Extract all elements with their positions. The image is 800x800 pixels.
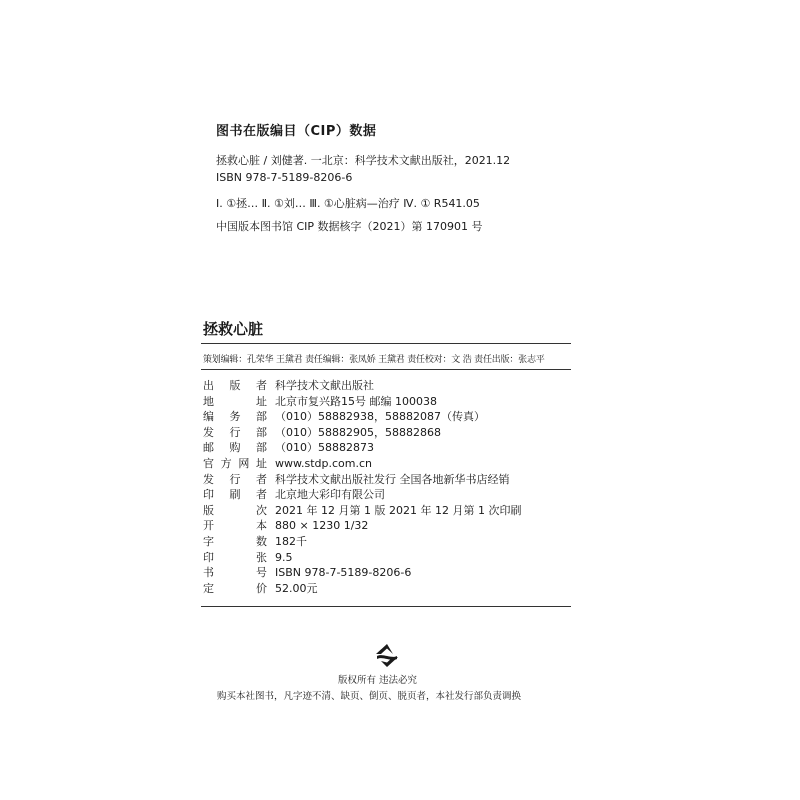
copyright-notice: 版权所有 违法必究 <box>338 675 418 686</box>
info-label-char: 字 <box>203 534 214 548</box>
divider-top <box>201 343 571 344</box>
info-label-char: 发 <box>203 425 214 439</box>
info-row <box>203 550 521 566</box>
info-row <box>203 440 521 456</box>
info-label-char: 者 <box>256 472 267 486</box>
info-label-char: 发 <box>203 472 214 486</box>
info-row <box>203 409 521 425</box>
info-row <box>203 503 521 519</box>
info-label-char: 者 <box>256 379 267 392</box>
info-row <box>203 425 521 441</box>
info-row <box>203 394 521 410</box>
publication-info <box>203 378 521 596</box>
info-label <box>203 518 267 534</box>
editors-line: 策划编辑：孔荣华 王黛君 责任编辑：张凤娇 王黛君 责任校对：文 浩 责任出版：张志平 <box>203 355 545 365</box>
cip-classification: Ⅰ. ①拯… Ⅱ. ①刘… Ⅲ. ①心脏病—治疗 Ⅳ. ① R541.05 <box>216 197 480 210</box>
book-title: 拯救心脏 <box>203 320 264 338</box>
info-label <box>203 534 267 550</box>
info-row <box>203 472 521 488</box>
replacement-notice: 购买本社图书，凡字迹不清、缺页、倒页、脱页者，本社发行部负责调换 <box>217 691 522 702</box>
info-row <box>203 581 521 597</box>
info-value: 科学技术文献出版社发行 全国各地新华书店经销 <box>275 472 510 486</box>
info-label-char: 址 <box>256 394 267 408</box>
info-value: 北京地大彩印有限公司 <box>275 488 385 502</box>
info-row <box>203 456 521 472</box>
info-label <box>203 487 267 503</box>
info-label-char: 址 <box>255 456 267 470</box>
cip-isbn: ISBN 978-7-5189-8206-6 <box>216 171 353 184</box>
info-label-char: 出 <box>203 379 214 392</box>
info-label <box>203 503 267 519</box>
info-row <box>203 487 521 503</box>
info-value: 52.00元 <box>275 581 318 595</box>
info-value: 科学技术文献出版社 <box>275 379 374 392</box>
info-value: ISBN 978-7-5189-8206-6 <box>275 566 412 580</box>
info-label-char: 地 <box>203 394 214 408</box>
info-label-char: 购 <box>229 441 241 455</box>
info-value: 2021 年 12 月第 1 版 2021 年 12 月第 1 次印刷 <box>275 503 522 517</box>
info-label-char: 版 <box>229 379 241 392</box>
info-value: （010）58882938，58882087（传真） <box>275 410 485 424</box>
info-value: 北京市复兴路15号 邮编 100038 <box>275 394 437 408</box>
info-label <box>203 440 267 456</box>
publisher-logo-icon <box>373 643 401 669</box>
info-label <box>203 565 267 581</box>
info-row <box>203 378 521 394</box>
info-label-char: 官 <box>203 456 214 470</box>
cip-bibliographic-line: 拯救心脏 / 刘健著. 一北京：科学技术文献出版社，2021.12 <box>216 154 511 167</box>
info-label-char: 部 <box>256 425 267 439</box>
divider-middle <box>201 369 571 370</box>
info-value: 880 × 1230 1/32 <box>275 519 369 533</box>
divider-bottom <box>201 606 571 607</box>
info-label-char: 定 <box>203 581 214 595</box>
info-label <box>203 456 267 472</box>
info-label-char: 书 <box>203 566 214 580</box>
info-label-char: 印 <box>203 550 214 564</box>
cip-title: 图书在版编目（CIP）数据 <box>216 124 377 139</box>
info-label-char: 本 <box>256 519 267 533</box>
info-label <box>203 394 267 410</box>
info-row <box>203 518 521 534</box>
info-label-char: 价 <box>256 581 267 595</box>
info-label-char: 编 <box>203 410 214 424</box>
info-row <box>203 534 521 550</box>
info-value: （010）58882873 <box>275 441 374 455</box>
info-label-char: 版 <box>203 503 214 517</box>
info-label <box>203 550 267 566</box>
info-label-char: 张 <box>256 550 267 564</box>
info-label-char: 刷 <box>229 488 241 502</box>
info-row <box>203 565 521 581</box>
info-value: 182千 <box>275 534 307 548</box>
cip-record-number: 中国版本图书馆 CIP 数据核字（2021）第 170901 号 <box>216 220 483 233</box>
info-value: 9.5 <box>275 550 293 564</box>
info-label-char: 方 <box>220 456 232 470</box>
info-label-char: 部 <box>256 441 267 455</box>
info-label-char: 网 <box>238 456 250 470</box>
info-label-char: 行 <box>229 472 241 486</box>
info-label-char: 邮 <box>203 441 214 455</box>
info-label <box>203 425 267 441</box>
info-label <box>203 409 267 425</box>
info-label-char: 次 <box>256 503 267 517</box>
info-label <box>203 378 267 394</box>
info-label-char: 数 <box>256 534 267 548</box>
info-label-char: 开 <box>203 519 214 533</box>
info-label-char: 印 <box>203 488 214 502</box>
info-label-char: 务 <box>229 410 241 424</box>
info-label <box>203 472 267 488</box>
info-label-char: 部 <box>256 410 267 424</box>
info-label-char: 号 <box>256 566 267 580</box>
info-value: （010）58882905，58882868 <box>275 425 441 439</box>
info-label-char: 行 <box>229 425 241 439</box>
info-label <box>203 581 267 597</box>
info-label-char: 者 <box>256 488 267 502</box>
info-value: www.stdp.com.cn <box>275 456 372 470</box>
